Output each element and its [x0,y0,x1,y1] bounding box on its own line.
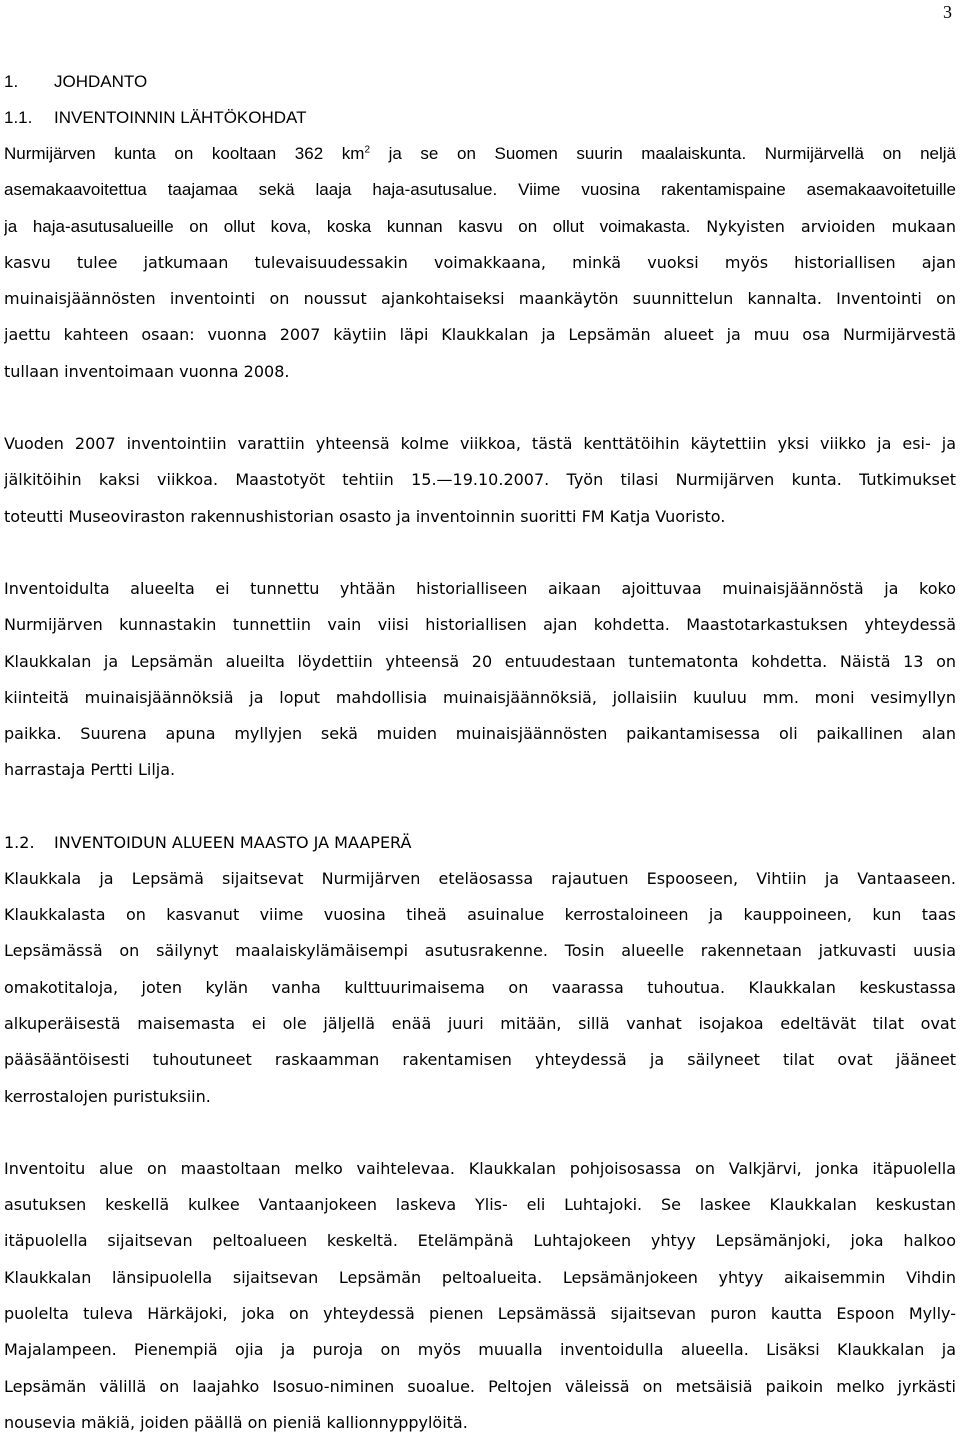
paragraph-introduction [4,136,956,390]
paragraph-line: asemakaavoitettua taajamaa sekä laaja haja-asutusalue. Viime vuosina rakentamispaine asemakaavoitetuille [4,180,956,200]
paragraph-line: itäpuolella sijaitsevan peltoalueen keskeltä. Etelämpänä Luhtajokeen yhtyy Lepsämänjoki, joka halkoo [4,1231,956,1251]
section-number: 1. [4,72,19,91]
paragraph-line: nousevia mäkiä, joiden päällä on pieniä kallionnyppylöitä. [4,1412,468,1432]
section-title: INVENTOIDUN ALUEEN MAASTO JA MAAPERÄ [54,832,412,852]
section-heading-1-1 [4,100,956,136]
paragraph-line: ja haja-asutusalueille on ollut kova, koska kunnan kasvu on ollut voimakasta. Nykyisten arvioiden mukaan [4,216,956,236]
paragraph-line: pääsääntöisesti tuhoutuneet raskaamman rakentamisen yhteydessä ja säilyneet tilat ovat jääneet [4,1050,956,1070]
paragraph-line: paikka. Suurena apuna myllyjen sekä muiden muinaisjäännösten paikantamisessa oli paikallinen alan [4,724,956,744]
paragraph-line: toteutti Museoviraston rakennushistorian osasto ja inventoinnin suoritti FM Katja Vuoristo. [4,506,726,526]
paragraph-line: Vuoden 2007 inventointiin varattiin yhteensä kolme viikkoa, tästä kenttätöihin käytettiin yksi viikko ja esi- ja [4,434,956,454]
paragraph-line: Inventoidulta alueelta ei tunnettu yhtään historialliseen aikaan ajoittuvaa muinaisjäännöstä ja koko [4,578,956,598]
paragraph-line: tullaan inventoimaan vuonna 2008. [4,361,290,381]
section-title: JOHDANTO [54,72,148,91]
page-number: 3 [943,2,952,22]
paragraph-line: alkuperäisestä maisemasta ei ole jäljellä enää juuri mitään, sillä vanhat isojakoa edeltävät tilat ovat [4,1013,956,1033]
paragraph-line: Nurmijärven kunnastakin tunnettiin vain viisi historiallisen ajan kohdetta. Maastotarkastuksen yhteydessä [4,615,956,635]
paragraph-line: Majalampeen. Pienempiä ojia ja puroja on myös muualla inventoidulla alueella. Lisäksi Klaukkalan ja [4,1340,956,1360]
paragraph-line: puolelta tuleva Härkäjoki, joka on yhteydessä pienen Lepsämässä sijaitsevan puron kautta Espoon Mylly- [4,1304,956,1324]
paragraph-schedule [4,426,956,535]
paragraph-line: harrastaja Pertti Lilja. [4,760,176,780]
paragraph-line: asutuksen keskellä kulkee Vantaanjokeen laskeva Ylis- eli Luhtajoki. Se laskee Klaukkalan keskustan [4,1195,956,1215]
paragraph-line: Klaukkalan ja Lepsämän alueilta löydettiin yhteensä 20 entuudestaan tuntematonta kohdetta. Näistä 13 on [4,651,956,671]
section-title: INVENTOINNIN LÄHTÖKOHDAT [54,108,307,127]
paragraph-location [4,861,956,1115]
paragraph-line: kerrostalojen puristuksiin. [4,1086,211,1106]
paragraph-line: Inventoitu alue on maastoltaan melko vaihtelevaa. Klaukkalan pohjoisosassa on Valkjärvi, jonka itäpuolella [4,1158,956,1178]
superscript: 2 [364,144,370,156]
paragraph-line: Lepsämässä on säilynyt maalaiskylämäisempi asutusrakenne. Tosin alueelle rakennetaan jatkuvasti uusia [4,941,956,961]
paragraph-line: Klaukkala ja Lepsämä sijaitsevat Nurmijärven eteläosassa rajautuen Espooseen, Vihtiin ja Vantaaseen. [4,868,956,888]
paragraph-line: Klaukkalan länsipuolella sijaitsevan Lepsämän peltoalueita. Lepsämänjokeen yhtyy aikaisemmin Vihdin [4,1267,956,1287]
document-body [4,64,956,1441]
paragraph-line: muinaisjäännösten inventointi on noussut ajankohtaiseksi maankäytön suunnittelun kannalta. Inventointi on [4,289,956,309]
paragraph-findings [4,571,956,789]
paragraph-line: jälkitöihin kaksi viikkoa. Maastotyöt tehtiin 15.—19.10.2007. Työn tilasi Nurmijärven kunta. Tutkimukset [4,470,956,490]
paragraph-line: kiinteitä muinaisjäännöksiä ja loput mahdollisia muinaisjäännöksiä, jollaisiin kuuluu mm. moni vesimyllyn [4,687,956,707]
paragraph-line: Lepsämän välillä on laajahko Isosuo-niminen suoalue. Peltojen väleissä on metsäisiä paikoin melko jyrkästi [4,1376,956,1396]
paragraph-line: Klaukkalasta on kasvanut viime vuosina tiheä asuinalue kerrostaloineen ja kauppoineen, kun taas [4,905,956,925]
paragraph-line: kasvu tulee jatkumaan tulevaisuudessakin voimakkaana, minkä vuoksi myös historiallisen ajan [4,252,956,272]
paragraph-line: Nurmijärven kunta on kooltaan 362 $km^2$ ja se on Suomen suurin maalaiskunta. Nurmijärvellä on neljä [4,144,956,163]
paragraph-line: jaettu kahteen osaan: vuonna 2007 käytiin läpi Klaukkalan ja Lepsämän alueet ja muu osa Nurmijärvestä [4,325,956,345]
paragraph-terrain [4,1151,956,1441]
section-number: 1.2. [4,832,35,852]
section-heading-1 [4,64,956,100]
section-heading-1-2 [4,825,956,861]
paragraph-line: omakotitaloja, joten kylän vanha kulttuurimaisema on vaarassa tuhoutua. Klaukkalan keskustassa [4,977,956,997]
section-number: 1.1. [4,108,33,127]
